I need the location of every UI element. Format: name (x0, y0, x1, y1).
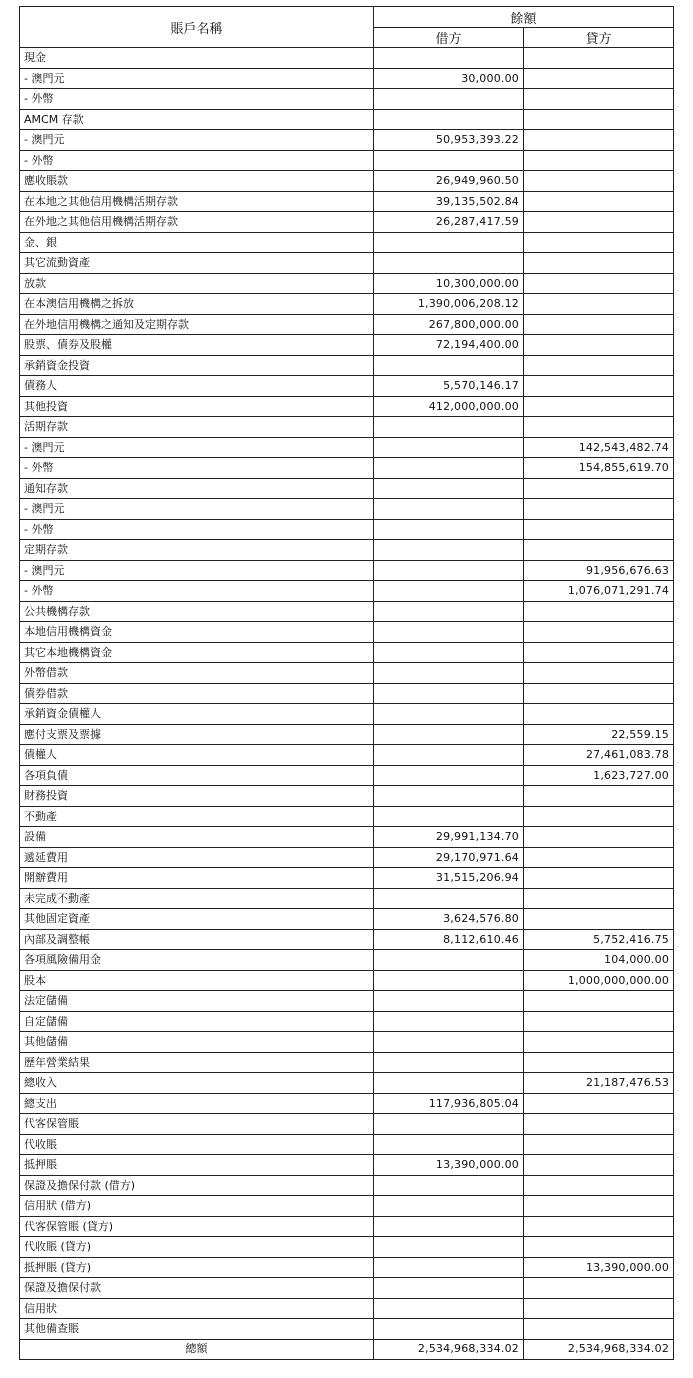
debit-cell (374, 1073, 524, 1094)
debit-cell (374, 1319, 524, 1340)
balance-sheet (19, 6, 673, 1360)
table-row (20, 437, 674, 458)
debit-cell (374, 417, 524, 438)
account-name-cell: - 澳門元 (20, 68, 374, 89)
table-row (20, 1093, 674, 1114)
account-name-cell: 應收賬款 (20, 171, 374, 192)
debit-cell (374, 253, 524, 274)
debit-cell: 3,624,576.80 (374, 909, 524, 930)
account-name-cell: 債務人 (20, 376, 374, 397)
debit-cell (374, 806, 524, 827)
account-name-cell: 各項負債 (20, 765, 374, 786)
table-row (20, 314, 674, 335)
account-name-header: 賬戶名稱 (20, 7, 374, 48)
credit-cell (524, 89, 674, 110)
debit-cell (374, 150, 524, 171)
debit-cell (374, 1011, 524, 1032)
account-name-cell: 其它流動資產 (20, 253, 374, 274)
credit-cell (524, 314, 674, 335)
account-name-cell: 外幣借款 (20, 663, 374, 684)
account-name-cell: 設備 (20, 827, 374, 848)
table-row (20, 273, 674, 294)
credit-cell (524, 273, 674, 294)
debit-cell (374, 1257, 524, 1278)
table-row (20, 745, 674, 766)
table-row (20, 253, 674, 274)
credit-cell: 154,855,619.70 (524, 458, 674, 479)
table-row (20, 888, 674, 909)
account-name-cell: 股票、債券及股權 (20, 335, 374, 356)
account-name-cell: 債券借款 (20, 683, 374, 704)
table-row (20, 1278, 674, 1299)
table-row (20, 478, 674, 499)
debit-cell (374, 519, 524, 540)
credit-cell (524, 1155, 674, 1176)
credit-cell (524, 827, 674, 848)
table-row (20, 868, 674, 889)
debit-cell: 13,390,000.00 (374, 1155, 524, 1176)
table-row (20, 1257, 674, 1278)
credit-cell (524, 1032, 674, 1053)
account-name-cell: 在本地之其他信用機構活期存款 (20, 191, 374, 212)
table-row (20, 1032, 674, 1053)
credit-cell (524, 376, 674, 397)
debit-cell: 39,135,502.84 (374, 191, 524, 212)
debit-cell (374, 458, 524, 479)
table-row (20, 1196, 674, 1217)
debit-cell (374, 1298, 524, 1319)
credit-cell: 22,559.15 (524, 724, 674, 745)
credit-cell: 1,000,000,000.00 (524, 970, 674, 991)
debit-cell (374, 1032, 524, 1053)
account-name-cell: 現金 (20, 48, 374, 69)
table-row (20, 458, 674, 479)
table-row (20, 704, 674, 725)
account-name-cell: 歷年營業結果 (20, 1052, 374, 1073)
account-name-cell: 總收入 (20, 1073, 374, 1094)
credit-cell: 1,076,071,291.74 (524, 581, 674, 602)
credit-cell (524, 335, 674, 356)
credit-cell (524, 519, 674, 540)
credit-cell (524, 1052, 674, 1073)
debit-cell (374, 581, 524, 602)
debit-cell (374, 89, 524, 110)
account-name-cell: 內部及調整帳 (20, 929, 374, 950)
credit-cell (524, 150, 674, 171)
table-row (20, 355, 674, 376)
table-row (20, 970, 674, 991)
table-row (20, 950, 674, 971)
credit-cell (524, 704, 674, 725)
account-name-cell: - 澳門元 (20, 560, 374, 581)
account-name-cell: 活期存款 (20, 417, 374, 438)
table-row (20, 1319, 674, 1340)
credit-cell (524, 1134, 674, 1155)
credit-cell (524, 499, 674, 520)
credit-cell (524, 642, 674, 663)
account-name-cell: 定期存款 (20, 540, 374, 561)
account-name-cell: - 外幣 (20, 89, 374, 110)
debit-cell: 29,170,971.64 (374, 847, 524, 868)
debit-cell (374, 786, 524, 807)
total-label: 總額 (20, 1339, 374, 1359)
debit-cell (374, 1114, 524, 1135)
table-row (20, 724, 674, 745)
debit-cell (374, 724, 524, 745)
total-row (20, 1339, 674, 1359)
table-row (20, 663, 674, 684)
table-row (20, 847, 674, 868)
account-name-cell: 應付支票及票據 (20, 724, 374, 745)
debit-cell (374, 355, 524, 376)
account-name-cell: 其他儲備 (20, 1032, 374, 1053)
credit-cell (524, 191, 674, 212)
table-row (20, 909, 674, 930)
debit-cell (374, 1196, 524, 1217)
debit-cell: 5,570,146.17 (374, 376, 524, 397)
account-name-cell: 自定儲備 (20, 1011, 374, 1032)
debit-cell (374, 1216, 524, 1237)
account-name-cell: 本地信用機構資金 (20, 622, 374, 643)
debit-cell: 30,000.00 (374, 68, 524, 89)
debit-cell (374, 663, 524, 684)
account-name-cell: 其他固定資產 (20, 909, 374, 930)
table-row (20, 1052, 674, 1073)
debit-cell (374, 232, 524, 253)
account-name-cell: 在外地信用機構之通知及定期存款 (20, 314, 374, 335)
table-row (20, 1114, 674, 1135)
account-name-cell: 在外地之其他信用機構活期存款 (20, 212, 374, 233)
credit-cell: 21,187,476.53 (524, 1073, 674, 1094)
credit-cell (524, 212, 674, 233)
credit-cell (524, 130, 674, 151)
account-name-cell: 財務投資 (20, 786, 374, 807)
table-body (20, 48, 674, 1340)
credit-cell (524, 786, 674, 807)
table-row (20, 499, 674, 520)
credit-cell (524, 253, 674, 274)
account-name-cell: 信用狀 (借方) (20, 1196, 374, 1217)
account-name-cell: 放款 (20, 273, 374, 294)
account-name-cell: 其它本地機構資金 (20, 642, 374, 663)
credit-header: 貸方 (524, 28, 674, 48)
credit-cell (524, 294, 674, 315)
debit-cell (374, 888, 524, 909)
debit-cell: 72,194,400.00 (374, 335, 524, 356)
table-row (20, 232, 674, 253)
total-debit: 2,534,968,334.02 (374, 1339, 524, 1359)
table-row (20, 1216, 674, 1237)
credit-cell (524, 1175, 674, 1196)
debit-cell (374, 970, 524, 991)
credit-cell: 27,461,083.78 (524, 745, 674, 766)
credit-cell (524, 622, 674, 643)
debit-cell (374, 478, 524, 499)
account-name-cell: - 澳門元 (20, 437, 374, 458)
account-name-cell: 債權人 (20, 745, 374, 766)
credit-cell: 104,000.00 (524, 950, 674, 971)
credit-cell (524, 109, 674, 130)
credit-cell (524, 1114, 674, 1135)
table-row (20, 806, 674, 827)
account-name-cell: 開辦費用 (20, 868, 374, 889)
credit-cell (524, 663, 674, 684)
debit-cell (374, 642, 524, 663)
debit-cell: 267,800,000.00 (374, 314, 524, 335)
account-name-cell: 在本澳信用機構之拆放 (20, 294, 374, 315)
table-row (20, 1298, 674, 1319)
debit-cell (374, 48, 524, 69)
debit-cell (374, 499, 524, 520)
credit-cell (524, 68, 674, 89)
debit-cell: 10,300,000.00 (374, 273, 524, 294)
credit-cell (524, 909, 674, 930)
table-row (20, 1134, 674, 1155)
table-row (20, 335, 674, 356)
table-row (20, 212, 674, 233)
account-name-cell: 代客保管賬 (貸方) (20, 1216, 374, 1237)
debit-cell (374, 622, 524, 643)
debit-cell: 50,953,393.22 (374, 130, 524, 151)
credit-cell (524, 540, 674, 561)
debit-cell (374, 540, 524, 561)
table-row (20, 827, 674, 848)
table-row (20, 376, 674, 397)
account-name-cell: 抵押賬 (貸方) (20, 1257, 374, 1278)
table-row (20, 1155, 674, 1176)
credit-cell (524, 417, 674, 438)
table-row (20, 1011, 674, 1032)
credit-cell (524, 355, 674, 376)
account-name-cell: 未完成不動產 (20, 888, 374, 909)
account-name-cell: 法定儲備 (20, 991, 374, 1012)
balance-table (19, 6, 674, 1360)
account-name-cell: 總支出 (20, 1093, 374, 1114)
account-name-cell: 不動產 (20, 806, 374, 827)
total-credit: 2,534,968,334.02 (524, 1339, 674, 1359)
account-name-cell: - 澳門元 (20, 499, 374, 520)
table-row (20, 48, 674, 69)
debit-cell (374, 601, 524, 622)
debit-cell (374, 109, 524, 130)
table-row (20, 540, 674, 561)
credit-cell (524, 806, 674, 827)
account-name-cell: 抵押賬 (20, 1155, 374, 1176)
account-name-cell: 代客保管賬 (20, 1114, 374, 1135)
debit-cell: 29,991,134.70 (374, 827, 524, 848)
account-name-cell: 遞延費用 (20, 847, 374, 868)
debit-cell (374, 704, 524, 725)
debit-cell (374, 437, 524, 458)
debit-cell: 117,936,805.04 (374, 1093, 524, 1114)
table-row (20, 519, 674, 540)
account-name-cell: 其他備查賬 (20, 1319, 374, 1340)
account-name-cell: 股本 (20, 970, 374, 991)
account-name-cell: 代收賬 (貸方) (20, 1237, 374, 1258)
credit-cell (524, 396, 674, 417)
debit-cell: 8,112,610.46 (374, 929, 524, 950)
credit-cell: 142,543,482.74 (524, 437, 674, 458)
credit-cell (524, 1319, 674, 1340)
account-name-cell: - 外幣 (20, 150, 374, 171)
table-row (20, 1175, 674, 1196)
table-row (20, 581, 674, 602)
credit-cell (524, 1011, 674, 1032)
debit-cell (374, 1052, 524, 1073)
table-row (20, 786, 674, 807)
table-row (20, 294, 674, 315)
credit-cell (524, 48, 674, 69)
table-row (20, 991, 674, 1012)
account-name-cell: 通知存款 (20, 478, 374, 499)
credit-cell: 5,752,416.75 (524, 929, 674, 950)
credit-cell (524, 1093, 674, 1114)
table-row (20, 130, 674, 151)
credit-cell: 13,390,000.00 (524, 1257, 674, 1278)
account-name-cell: AMCM 存款 (20, 109, 374, 130)
account-name-cell: 承銷資金投資 (20, 355, 374, 376)
table-row (20, 929, 674, 950)
debit-cell: 26,949,960.50 (374, 171, 524, 192)
account-name-cell: 承銷資金債權人 (20, 704, 374, 725)
credit-cell (524, 478, 674, 499)
table-row (20, 396, 674, 417)
credit-cell (524, 868, 674, 889)
table-row (20, 622, 674, 643)
table-row (20, 765, 674, 786)
table-row (20, 642, 674, 663)
credit-cell (524, 1298, 674, 1319)
debit-cell (374, 950, 524, 971)
table-row (20, 1237, 674, 1258)
account-name-cell: 保證及擔保付款 (借方) (20, 1175, 374, 1196)
debit-cell (374, 745, 524, 766)
debit-cell: 26,287,417.59 (374, 212, 524, 233)
credit-cell (524, 991, 674, 1012)
credit-cell (524, 1278, 674, 1299)
debit-header: 借方 (374, 28, 524, 48)
debit-cell (374, 1134, 524, 1155)
table-row (20, 560, 674, 581)
table-row (20, 683, 674, 704)
credit-cell (524, 1216, 674, 1237)
credit-cell: 91,956,676.63 (524, 560, 674, 581)
balance-header: 餘額 (374, 7, 674, 28)
credit-cell (524, 232, 674, 253)
debit-cell: 412,000,000.00 (374, 396, 524, 417)
debit-cell (374, 683, 524, 704)
credit-cell (524, 683, 674, 704)
debit-cell (374, 1237, 524, 1258)
credit-cell: 1,623,727.00 (524, 765, 674, 786)
debit-cell (374, 991, 524, 1012)
account-name-cell: 金、銀 (20, 232, 374, 253)
account-name-cell: 保證及擔保付款 (20, 1278, 374, 1299)
table-row (20, 109, 674, 130)
debit-cell: 31,515,206.94 (374, 868, 524, 889)
account-name-cell: 其他投資 (20, 396, 374, 417)
credit-cell (524, 847, 674, 868)
table-row (20, 68, 674, 89)
debit-cell: 1,390,006,208.12 (374, 294, 524, 315)
credit-cell (524, 601, 674, 622)
credit-cell (524, 1237, 674, 1258)
table-row (20, 150, 674, 171)
debit-cell (374, 560, 524, 581)
table-row (20, 1073, 674, 1094)
credit-cell (524, 1196, 674, 1217)
account-name-cell: - 外幣 (20, 458, 374, 479)
debit-cell (374, 1278, 524, 1299)
debit-cell (374, 1175, 524, 1196)
account-name-cell: - 澳門元 (20, 130, 374, 151)
account-name-cell: 代收賬 (20, 1134, 374, 1155)
table-row (20, 191, 674, 212)
debit-cell (374, 765, 524, 786)
table-row (20, 601, 674, 622)
table-row (20, 417, 674, 438)
account-name-cell: 信用狀 (20, 1298, 374, 1319)
account-name-cell: - 外幣 (20, 519, 374, 540)
credit-cell (524, 888, 674, 909)
credit-cell (524, 171, 674, 192)
account-name-cell: - 外幣 (20, 581, 374, 602)
account-name-cell: 公共機構存款 (20, 601, 374, 622)
table-row (20, 89, 674, 110)
table-row (20, 171, 674, 192)
account-name-cell: 各項風險備用金 (20, 950, 374, 971)
